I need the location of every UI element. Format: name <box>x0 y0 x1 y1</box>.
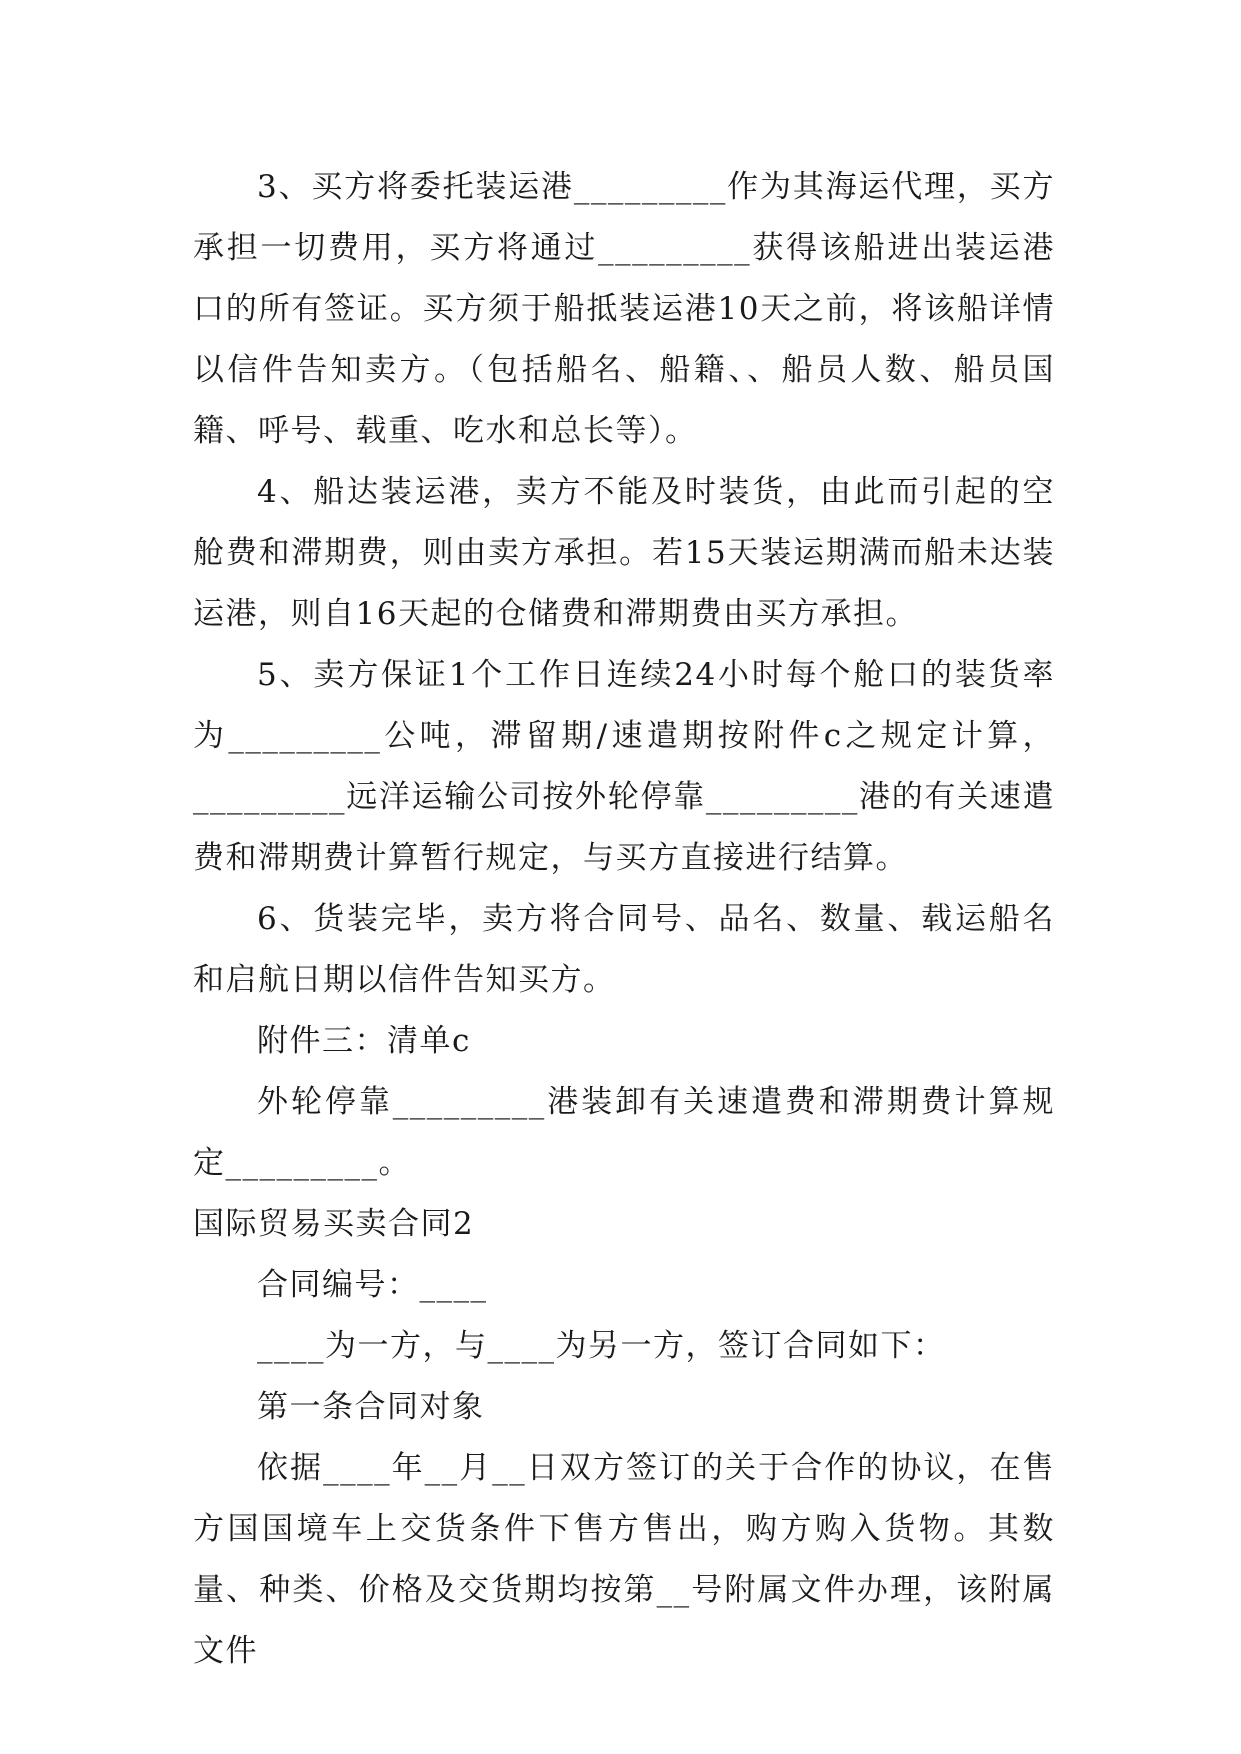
paragraph-attachment-body: 外轮停靠_________港装卸有关速遣费和滞期费计算规定_________。 <box>193 1084 1055 1181</box>
paragraph-clause-6: 6、货装完毕，卖方将合同号、品名、数量、载运船名和启航日期以信件告知买方。 <box>193 901 1055 998</box>
paragraph-clause-3: 3、买方将委托装运港_________作为其海运代理，买方承担一切费用，买方将通过_________获得该船进出装运港口的所有签证。买方须于船抵装运港10天之前，将该船详情以信件告知卖方。（包括船名、船籍、、船员人数、船员国籍、呼号、载重、吃水和总长等）。 <box>193 169 1055 449</box>
paragraph-attachment-title: 附件三：清单c <box>257 1023 471 1059</box>
article-1-heading: 第一条合同对象 <box>257 1389 485 1425</box>
paragraph-clause-4: 4、船达装运港，卖方不能及时装货，由此而引起的空舱费和滞期费，则由卖方承担。若15天装运期满而船未达装运港，则自16天起的仓储费和滞期费由买方承担。 <box>193 474 1055 632</box>
contract-title: 国际贸易买卖合同2 <box>193 1206 475 1242</box>
contract-parties: ____为一方，与____为另一方，签订合同如下： <box>257 1328 946 1364</box>
contract-number: 合同编号：____ <box>257 1267 488 1303</box>
article-1-body: 依据____年__月__日双方签订的关于合作的协议，在售方国国境车上交货条件下售方售出，购方购入货物。其数量、种类、价格及交货期均按第__号附属文件办理，该附属文件 <box>193 1450 1055 1669</box>
document-body <box>193 157 1055 1682</box>
paragraph-clause-5: 5、卖方保证1个工作日连续24小时每个舱口的装货率为_________公吨，滞留期/速遣期按附件c之规定计算，_________远洋运输公司按外轮停靠_________港的有关速遣费和滞期费计算暂行规定，与买方直接进行结算。 <box>193 657 1055 876</box>
